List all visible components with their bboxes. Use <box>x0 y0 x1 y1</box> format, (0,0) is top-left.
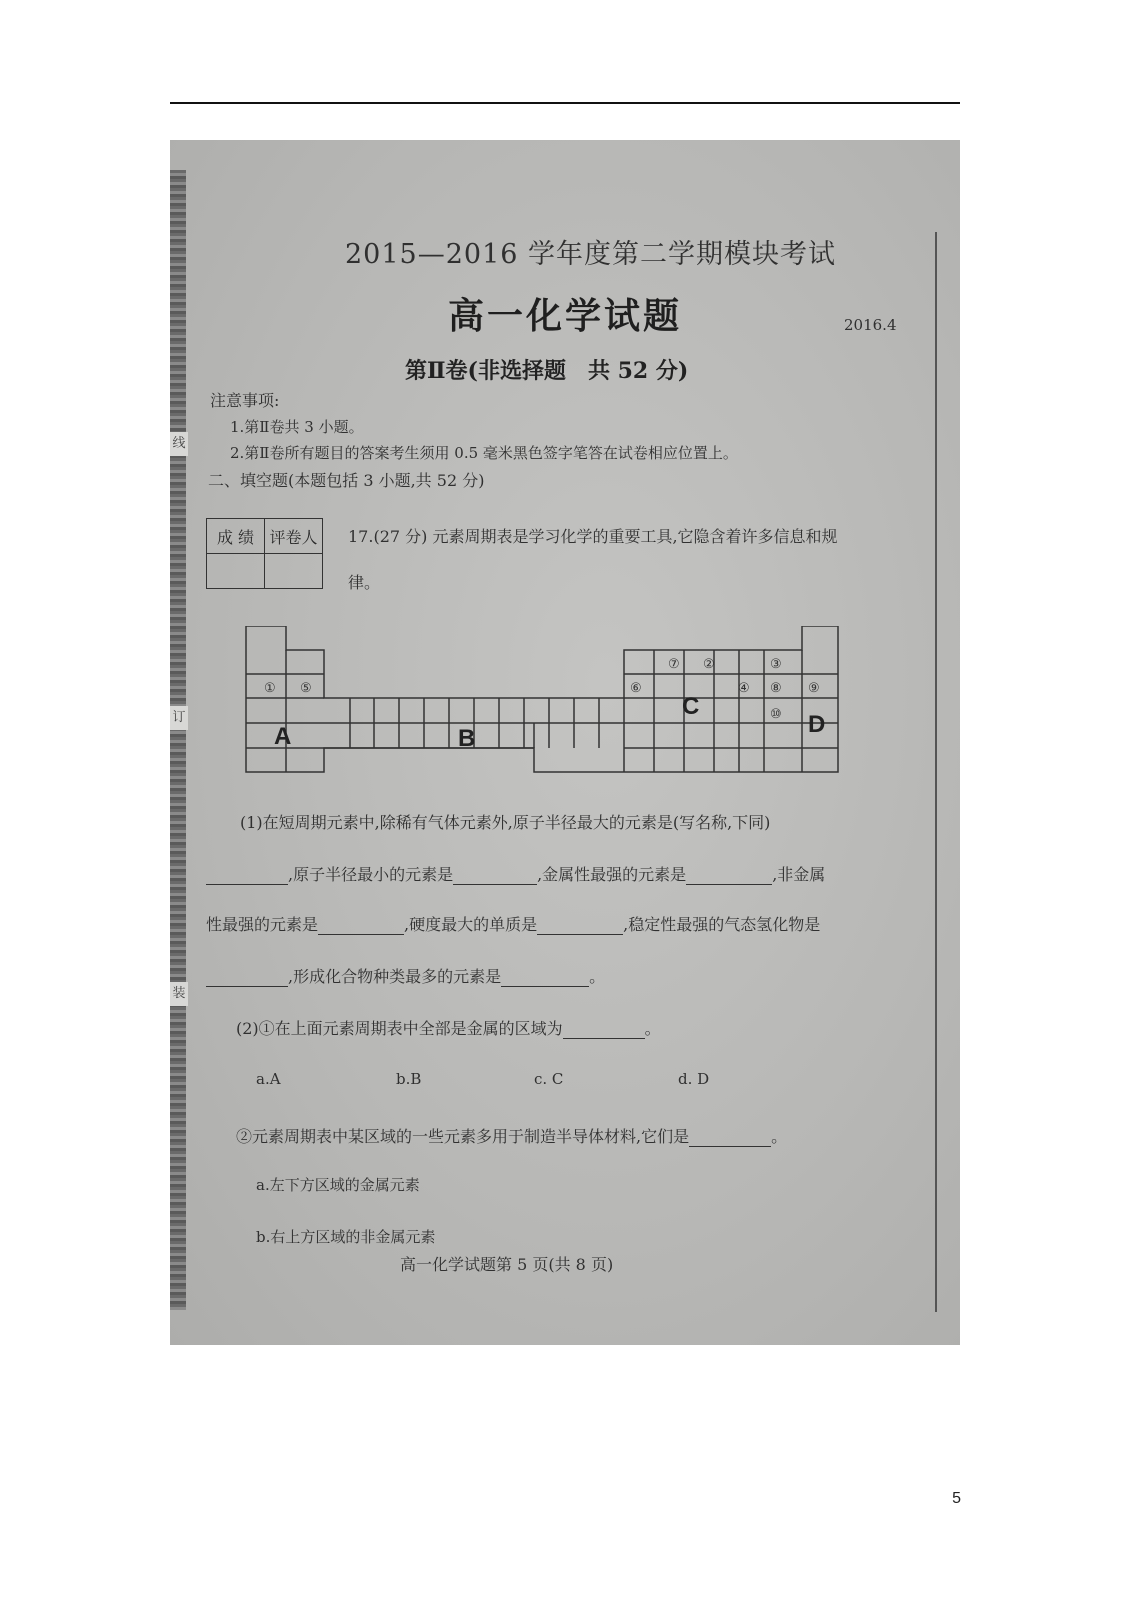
element-marker: ③ <box>770 657 782 672</box>
question-text: 。 <box>589 967 606 986</box>
element-marker: ④ <box>738 681 750 696</box>
region-label-a: A <box>274 723 292 750</box>
notice-item: 2.第Ⅱ卷所有题目的答案考生须用 0.5 毫米黑色签字笔答在试卷相应位置上。 <box>230 444 738 462</box>
element-marker: ⑥ <box>630 681 642 696</box>
element-marker: ⑨ <box>808 681 820 696</box>
section-title: 第Ⅱ卷(非选择题 共 52 分) <box>405 358 689 384</box>
question-part-1-line4 <box>206 964 605 987</box>
notice-item: 1.第Ⅱ卷共 3 小题。 <box>230 418 364 436</box>
element-marker: ⑩ <box>770 707 782 722</box>
answer-blank[interactable] <box>318 918 404 935</box>
binding-mark: 装 <box>170 982 188 1006</box>
grader-cell[interactable] <box>265 554 323 589</box>
answer-blank[interactable] <box>686 868 772 885</box>
question-part-1-line2 <box>206 862 825 885</box>
answer-blank[interactable] <box>537 918 623 935</box>
choice-option[interactable]: a.左下方区域的金属元素 <box>256 1176 420 1194</box>
choice-option[interactable]: d. D <box>678 1070 710 1088</box>
question-part-2-2 <box>236 1124 787 1147</box>
element-marker: ⑦ <box>668 657 680 672</box>
top-rule <box>170 102 960 104</box>
question-part-1: (1)在短周期元素中,除稀有气体元素外,原子半径最大的元素是(写名称,下同) <box>240 813 771 832</box>
element-marker: ① <box>264 681 276 696</box>
binding-mark: 线 <box>170 432 188 456</box>
question-text: 。 <box>771 1127 788 1146</box>
exam-title: 2015—2016 学年度第二学期模块考试 <box>345 239 837 270</box>
choice-option[interactable]: b.右上方区域的非金属元素 <box>256 1228 436 1246</box>
question-text: ②元素周期表中某区域的一些元素多用于制造半导体材料,它们是 <box>236 1127 690 1146</box>
subject-title: 高一化学试题 <box>448 295 683 337</box>
region-label-b: B <box>458 725 476 752</box>
answer-blank[interactable] <box>501 970 589 987</box>
question-text: ,非金属 <box>772 865 826 884</box>
notice-heading: 注意事项: <box>210 391 280 410</box>
periodic-table-diagram <box>244 626 844 786</box>
choice-option[interactable]: b.B <box>396 1070 422 1088</box>
binding-mark: 订 <box>170 706 188 730</box>
question-text: ,稳定性最强的气态氢化物是 <box>623 915 821 934</box>
question-text: ,原子半径最小的元素是 <box>288 865 454 884</box>
element-marker: ② <box>703 657 715 672</box>
score-header: 成 绩 <box>207 519 265 554</box>
part-title: 二、填空题(本题包括 3 小题,共 52 分) <box>208 471 485 490</box>
periodic-table-outline <box>246 626 838 772</box>
question-part-2-1 <box>236 1016 661 1039</box>
question-text: ,硬度最大的单质是 <box>404 915 538 934</box>
region-label-d: D <box>808 711 826 738</box>
question-text: ,形成化合物种类最多的元素是 <box>288 967 502 986</box>
score-cell[interactable] <box>207 554 265 589</box>
region-label-c: C <box>682 693 700 720</box>
answer-blank[interactable] <box>453 868 537 885</box>
answer-blank[interactable] <box>206 868 288 885</box>
answer-blank[interactable] <box>206 970 288 987</box>
element-marker: ⑤ <box>300 681 312 696</box>
question-text: (2)①在上面元素周期表中全部是金属的区域为 <box>236 1019 563 1038</box>
choice-option[interactable]: c. C <box>534 1070 564 1088</box>
answer-blank[interactable] <box>689 1130 771 1147</box>
element-marker: ⑧ <box>770 681 782 696</box>
question-part-1-line3 <box>206 912 820 935</box>
binding-strip <box>170 170 186 1310</box>
exam-page-footer: 高一化学试题第 5 页(共 8 页) <box>400 1255 614 1274</box>
question-text: 性最强的元素是 <box>206 915 319 934</box>
question-intro-continued: 律。 <box>348 573 381 592</box>
exam-date: 2016.4 <box>844 316 897 334</box>
question-text: ,金属性最强的元素是 <box>537 865 687 884</box>
answer-blank[interactable] <box>563 1022 645 1039</box>
page-number: 5 <box>952 1490 961 1507</box>
grader-header: 评卷人 <box>265 519 323 554</box>
scanned-exam-page <box>170 140 960 1345</box>
choice-option[interactable]: a.A <box>256 1070 281 1088</box>
question-intro: 17.(27 分) 元素周期表是学习化学的重要工具,它隐含着许多信息和规 <box>348 527 838 546</box>
margin-rule <box>935 232 937 1312</box>
score-table <box>206 518 323 589</box>
question-text: 。 <box>644 1019 661 1038</box>
